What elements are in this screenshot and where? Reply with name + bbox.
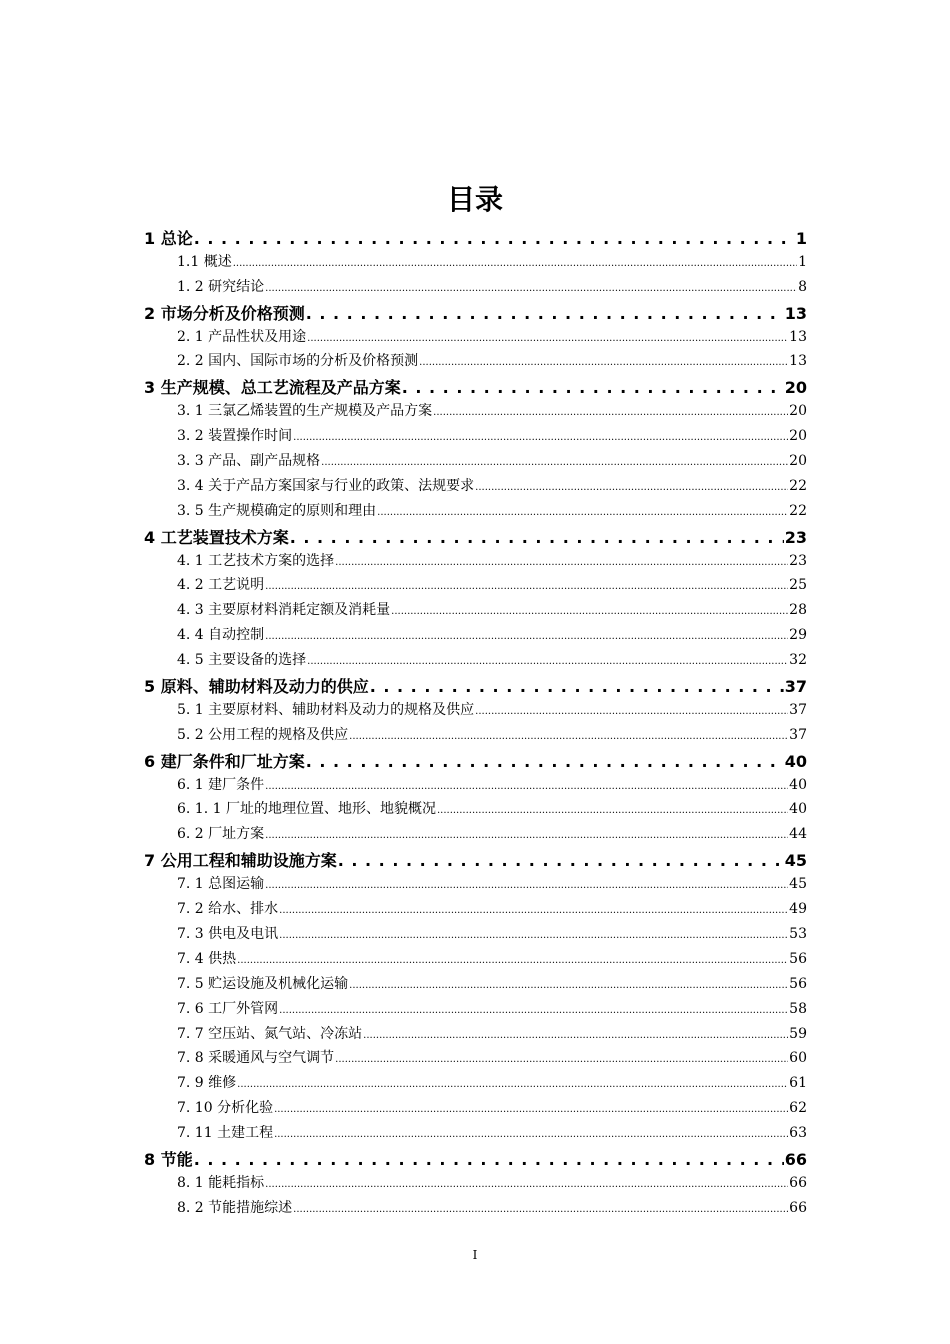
toc-entry-label: 7. 1 总图运输 xyxy=(177,876,265,893)
toc-dot-leader xyxy=(293,1200,788,1216)
toc-section-entry[interactable] xyxy=(144,973,807,998)
toc-dot-leader xyxy=(265,627,788,643)
toc-entry-page: 20 xyxy=(789,453,807,470)
toc-dot-leader xyxy=(391,602,788,618)
toc-entry-page: 62 xyxy=(789,1100,807,1117)
toc-entry-label: 1.1 概述 xyxy=(177,253,232,270)
toc-entry-label: 7. 8 采暖通风与空气调节 xyxy=(177,1050,335,1067)
toc-entry-page: 66 xyxy=(789,1174,807,1191)
toc-dot-leader xyxy=(233,254,797,270)
toc-section-entry[interactable] xyxy=(144,1047,807,1072)
toc-entry-page: 37 xyxy=(784,677,807,697)
toc-dot-leader xyxy=(335,553,788,569)
toc-dot-leader xyxy=(321,453,788,469)
toc-entry-label: 6. 2 厂址方案 xyxy=(177,826,265,843)
toc-entry-label: 4. 2 工艺说明 xyxy=(177,577,265,594)
toc-section-entry[interactable] xyxy=(144,475,807,500)
toc-section-entry[interactable] xyxy=(144,1072,807,1097)
toc-entry-label: 7. 9 维修 xyxy=(177,1075,237,1092)
toc-entry-page: 63 xyxy=(789,1125,807,1142)
toc-section-entry[interactable] xyxy=(144,350,807,375)
toc-section-entry[interactable] xyxy=(144,649,807,674)
toc-entry-page: 20 xyxy=(789,428,807,445)
toc-entry-label: 3. 2 装置操作时间 xyxy=(177,428,293,445)
toc-dot-leader xyxy=(279,926,788,942)
toc-section-entry[interactable] xyxy=(144,1172,807,1197)
toc-section-entry[interactable] xyxy=(144,923,807,948)
toc-dot-leader xyxy=(274,1125,788,1141)
toc-entry-label: 8. 2 节能措施综述 xyxy=(177,1199,293,1216)
toc-section-entry[interactable] xyxy=(144,500,807,525)
toc-entry-label: 8. 1 能耗指标 xyxy=(177,1174,265,1191)
page-number: I xyxy=(472,1248,478,1262)
toc-dot-leader xyxy=(335,1050,788,1066)
toc-section-entry[interactable] xyxy=(144,450,807,475)
toc-entry-label: 6 建厂条件和厂址方案 xyxy=(144,751,305,771)
toc-section-entry[interactable] xyxy=(144,599,807,624)
toc-entry-label: 3. 4 关于产品方案国家与行业的政策、法规要求 xyxy=(177,477,475,494)
toc-entry-label: 2 市场分析及价格预测 xyxy=(144,303,305,323)
toc-dot-leader xyxy=(194,229,795,248)
toc-section-entry[interactable] xyxy=(144,326,807,351)
toc-entry-page: 29 xyxy=(789,627,807,644)
toc-dot-leader xyxy=(433,403,788,419)
toc-dot-leader xyxy=(237,1075,788,1091)
toc-entry-page: 1 xyxy=(795,229,807,248)
toc-entry-page: 61 xyxy=(789,1075,807,1092)
toc-entry-label: 7. 3 供电及电讯 xyxy=(177,925,279,942)
toc-dot-leader xyxy=(274,1100,788,1116)
toc-entry-label: 5. 2 公用工程的规格及供应 xyxy=(177,726,349,743)
toc-dot-leader xyxy=(338,851,784,870)
toc-dot-leader xyxy=(265,279,797,295)
toc-dot-leader xyxy=(349,976,788,992)
toc-section-entry[interactable] xyxy=(144,1197,807,1222)
toc-entry-page: 56 xyxy=(789,950,807,967)
toc-section-entry[interactable] xyxy=(144,774,807,799)
toc-entry-page: 40 xyxy=(784,751,807,771)
toc-entry-label: 6. 1 建厂条件 xyxy=(177,776,265,793)
toc-entry-label: 3. 1 三氯乙烯装置的生产规模及产品方案 xyxy=(177,403,433,420)
toc-chapter-entry[interactable] xyxy=(144,848,807,873)
toc-dot-leader xyxy=(306,752,784,771)
toc-entry-page: 8 xyxy=(798,278,807,295)
toc-section-entry[interactable] xyxy=(144,898,807,923)
toc-entry-page: 20 xyxy=(789,403,807,420)
toc-entry-label: 7. 4 供热 xyxy=(177,950,237,967)
toc-entry-label: 8 节能 xyxy=(144,1149,193,1169)
toc-dot-leader xyxy=(402,378,784,397)
toc-entry-label: 1 总论 xyxy=(144,229,193,248)
toc-dot-leader xyxy=(363,1026,788,1042)
toc-entry-label: 6. 1. 1 厂址的地理位置、地形、地貌概况 xyxy=(177,801,436,818)
toc-entry-page: 45 xyxy=(789,876,807,893)
toc-dot-leader xyxy=(377,503,788,519)
toc-dot-leader xyxy=(279,1001,788,1017)
toc-entry-label: 7. 6 工厂外管网 xyxy=(177,1000,279,1017)
toc-entry-label: 2. 2 国内、国际市场的分析及价格预测 xyxy=(177,353,419,370)
toc-entry-label: 4. 5 主要设备的选择 xyxy=(177,652,307,669)
toc-section-entry[interactable] xyxy=(144,624,807,649)
toc-entry-page: 23 xyxy=(789,552,807,569)
toc-section-entry[interactable] xyxy=(144,948,807,973)
toc-dot-leader xyxy=(237,951,788,967)
toc-chapter-entry[interactable] xyxy=(144,375,807,400)
toc-chapter-entry[interactable] xyxy=(144,1147,807,1172)
toc-dot-leader xyxy=(475,702,788,718)
toc-entry-label: 4. 3 主要原材料消耗定额及消耗量 xyxy=(177,602,391,619)
toc-dot-leader xyxy=(290,528,784,547)
toc-dot-leader xyxy=(293,428,788,444)
toc-entry-label: 7. 11 土建工程 xyxy=(177,1125,274,1142)
toc-section-entry[interactable] xyxy=(144,724,807,749)
toc-section-entry[interactable] xyxy=(144,823,807,848)
toc-entry-page: 53 xyxy=(789,925,807,942)
toc-entry-page: 44 xyxy=(789,826,807,843)
toc-dot-leader xyxy=(419,353,788,369)
toc-chapter-entry[interactable] xyxy=(144,301,807,326)
toc-entry-page: 22 xyxy=(789,477,807,494)
toc-chapter-entry[interactable] xyxy=(144,749,807,774)
toc-entry-label: 3. 5 生产规模确定的原则和理由 xyxy=(177,502,377,519)
toc-entry-page: 40 xyxy=(789,776,807,793)
table-of-contents xyxy=(144,226,807,1222)
toc-section-entry[interactable] xyxy=(144,574,807,599)
toc-dot-leader xyxy=(370,677,784,696)
toc-dot-leader xyxy=(349,727,788,743)
toc-entry-page: 49 xyxy=(789,901,807,918)
toc-section-entry[interactable] xyxy=(144,699,807,724)
toc-dot-leader xyxy=(194,1150,784,1169)
toc-entry-label: 1. 2 研究结论 xyxy=(177,278,265,295)
toc-dot-leader xyxy=(475,478,788,494)
toc-entry-page: 66 xyxy=(784,1149,807,1169)
toc-entry-label: 7 公用工程和辅助设施方案 xyxy=(144,851,337,871)
toc-entry-page: 37 xyxy=(789,701,807,718)
toc-chapter-entry[interactable] xyxy=(144,674,807,699)
toc-section-entry[interactable] xyxy=(144,400,807,425)
toc-section-entry[interactable] xyxy=(144,873,807,898)
toc-entry-label: 7. 7 空压站、氮气站、冷冻站 xyxy=(177,1025,363,1042)
toc-entry-page: 13 xyxy=(789,328,807,345)
toc-entry-page: 25 xyxy=(789,577,807,594)
toc-entry-page: 13 xyxy=(784,303,807,323)
toc-entry-page: 40 xyxy=(789,801,807,818)
toc-dot-leader xyxy=(265,777,788,793)
toc-dot-leader xyxy=(307,652,788,668)
toc-chapter-entry[interactable] xyxy=(144,525,807,550)
toc-entry-page: 37 xyxy=(789,726,807,743)
toc-section-entry[interactable] xyxy=(144,1023,807,1048)
toc-dot-leader xyxy=(265,826,788,842)
toc-entry-label: 4. 1 工艺技术方案的选择 xyxy=(177,552,335,569)
toc-entry-label: 3 生产规模、总工艺流程及产品方案 xyxy=(144,378,401,398)
toc-entry-label: 5. 1 主要原材料、辅助材料及动力的规格及供应 xyxy=(177,701,475,718)
toc-section-entry[interactable] xyxy=(144,998,807,1023)
toc-dot-leader xyxy=(307,329,788,345)
page-title: 目录 xyxy=(446,183,503,216)
toc-entry-label: 7. 10 分析化验 xyxy=(177,1100,274,1117)
toc-entry-page: 60 xyxy=(789,1050,807,1067)
toc-entry-page: 66 xyxy=(789,1199,807,1216)
toc-entry-label: 4 工艺装置技术方案 xyxy=(144,527,289,547)
toc-dot-leader xyxy=(265,577,788,593)
toc-entry-label: 3. 3 产品、副产品规格 xyxy=(177,453,321,470)
toc-section-entry[interactable] xyxy=(144,550,807,575)
toc-entry-page: 56 xyxy=(789,975,807,992)
toc-entry-page: 20 xyxy=(784,378,807,398)
toc-entry-label: 2. 1 产品性状及用途 xyxy=(177,328,307,345)
toc-entry-label: 5 原料、辅助材料及动力的供应 xyxy=(144,677,369,697)
toc-section-entry[interactable] xyxy=(144,798,807,823)
toc-entry-page: 58 xyxy=(789,1000,807,1017)
toc-entry-page: 22 xyxy=(789,502,807,519)
toc-dot-leader xyxy=(437,801,788,817)
toc-entry-label: 7. 2 给水、排水 xyxy=(177,901,279,918)
toc-section-entry[interactable] xyxy=(144,251,807,276)
toc-entry-page: 28 xyxy=(789,602,807,619)
toc-entry-label: 4. 4 自动控制 xyxy=(177,627,265,644)
toc-entry-page: 13 xyxy=(789,353,807,370)
toc-dot-leader xyxy=(265,876,788,892)
toc-entry-page: 59 xyxy=(789,1025,807,1042)
toc-entry-page: 45 xyxy=(784,851,807,871)
toc-dot-leader xyxy=(279,901,788,917)
toc-section-entry[interactable] xyxy=(144,425,807,450)
toc-dot-leader xyxy=(265,1175,788,1191)
toc-section-entry[interactable] xyxy=(144,1122,807,1147)
toc-section-entry[interactable] xyxy=(144,276,807,301)
toc-entry-label: 7. 5 贮运设施及机械化运输 xyxy=(177,975,349,992)
toc-entry-page: 23 xyxy=(784,527,807,547)
toc-dot-leader xyxy=(306,304,784,323)
toc-entry-page: 32 xyxy=(789,652,807,669)
toc-entry-page: 1 xyxy=(798,253,807,270)
toc-section-entry[interactable] xyxy=(144,1097,807,1122)
toc-chapter-entry[interactable] xyxy=(144,226,807,251)
